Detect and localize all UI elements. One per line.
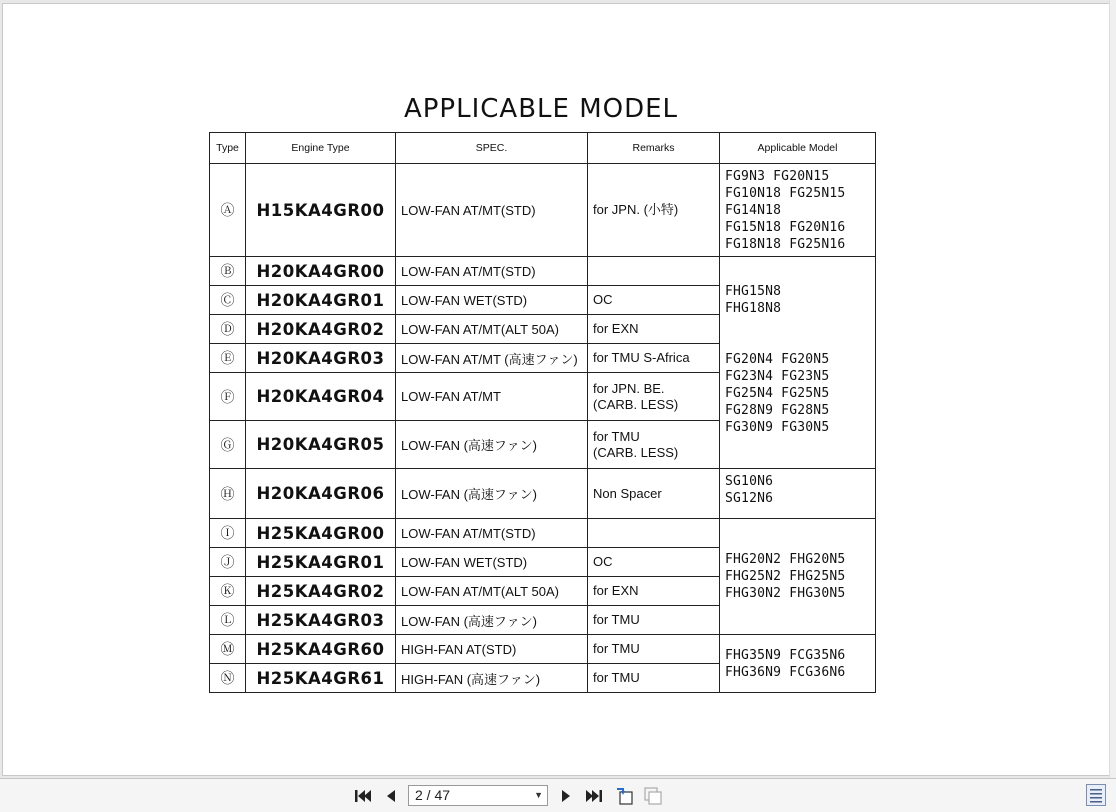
spec-cell: LOW-FAN AT/MT(STD) [396, 519, 588, 548]
table-row [210, 519, 876, 548]
type-cell: Ⓝ [210, 664, 246, 693]
engine-type-cell: H20KA4GR03 [246, 344, 396, 373]
fit-page-icon[interactable] [642, 785, 664, 807]
type-cell: Ⓖ [210, 421, 246, 469]
engine-type-cell: H25KA4GR61 [246, 664, 396, 693]
type-cell: Ⓕ [210, 373, 246, 421]
applicable-model-cell: FG9N3 FG20N15 FG10N18 FG25N15 FG14N18 FG15N18 FG20N16 FG18N18 FG25N16 [720, 164, 876, 257]
type-cell: Ⓜ [210, 635, 246, 664]
sidebar-toggle-icon[interactable] [1086, 784, 1106, 806]
engine-type-cell: H20KA4GR06 [246, 469, 396, 519]
type-cell: Ⓗ [210, 469, 246, 519]
spec-cell: LOW-FAN AT/MT [396, 373, 588, 421]
remarks-cell: for EXN [588, 577, 720, 606]
remarks-cell [588, 257, 720, 286]
header-spec: SPEC. [396, 133, 588, 164]
type-cell: Ⓓ [210, 315, 246, 344]
chevron-down-icon: ▼ [534, 790, 543, 800]
spec-cell: LOW-FAN AT/MT(ALT 50A) [396, 315, 588, 344]
type-cell: Ⓚ [210, 577, 246, 606]
engine-type-cell: H25KA4GR01 [246, 548, 396, 577]
engine-type-cell: H20KA4GR00 [246, 257, 396, 286]
spec-cell: LOW-FAN (高速ファン) [396, 606, 588, 635]
engine-type-cell: H20KA4GR05 [246, 421, 396, 469]
header-applicable-model: Applicable Model [720, 133, 876, 164]
engine-type-cell: H15KA4GR00 [246, 164, 396, 257]
remarks-cell: for TMU [588, 664, 720, 693]
document-title: APPLICABLE MODEL [403, 94, 679, 124]
applicable-model-cell: FHG35N9 FCG35N6 FHG36N9 FCG36N6 [720, 635, 876, 693]
applicable-model-cell: SG10N6 SG12N6 [720, 469, 876, 519]
applicable-model-cell: FHG20N2 FHG20N5 FHG25N2 FHG25N5 FHG30N2 FHG30N5 [720, 519, 876, 635]
remarks-cell: for TMU [588, 606, 720, 635]
spec-cell: HIGH-FAN AT(STD) [396, 635, 588, 664]
applicable-model-table [209, 132, 876, 693]
last-page-icon[interactable] [583, 785, 605, 807]
table-row [210, 164, 876, 257]
remarks-cell: for JPN. (小特) [588, 164, 720, 257]
table-row [210, 257, 876, 286]
header-type: Type [210, 133, 246, 164]
spec-cell: LOW-FAN AT/MT (高速ファン) [396, 344, 588, 373]
engine-type-cell: H25KA4GR00 [246, 519, 396, 548]
table-row [210, 469, 876, 519]
engine-type-cell: H25KA4GR02 [246, 577, 396, 606]
engine-type-cell: H25KA4GR03 [246, 606, 396, 635]
remarks-cell: Non Spacer [588, 469, 720, 519]
engine-type-cell: H25KA4GR60 [246, 635, 396, 664]
document-page [3, 4, 1110, 775]
engine-type-cell: H20KA4GR02 [246, 315, 396, 344]
remarks-cell: for JPN. BE. (CARB. LESS) [588, 373, 720, 421]
remarks-cell: OC [588, 548, 720, 577]
engine-type-cell: H20KA4GR04 [246, 373, 396, 421]
table-row [210, 635, 876, 664]
remarks-cell: OC [588, 286, 720, 315]
type-cell: Ⓔ [210, 344, 246, 373]
spec-cell: LOW-FAN WET(STD) [396, 548, 588, 577]
page-indicator: 2 / 47 [415, 787, 451, 803]
page-number-select[interactable] [408, 785, 548, 806]
first-page-icon[interactable] [352, 785, 374, 807]
viewer-toolbar [0, 778, 1116, 812]
next-page-icon[interactable] [555, 785, 577, 807]
previous-page-icon[interactable] [380, 785, 402, 807]
type-cell: Ⓑ [210, 257, 246, 286]
type-cell: Ⓙ [210, 548, 246, 577]
spec-cell: LOW-FAN AT/MT(STD) [396, 164, 588, 257]
spec-cell: LOW-FAN (高速ファン) [396, 469, 588, 519]
header-remarks: Remarks [588, 133, 720, 164]
type-cell: Ⓛ [210, 606, 246, 635]
spec-cell: LOW-FAN (高速ファン) [396, 421, 588, 469]
spec-cell: LOW-FAN WET(STD) [396, 286, 588, 315]
type-cell: Ⓒ [210, 286, 246, 315]
remarks-cell: for EXN [588, 315, 720, 344]
header-engine-type: Engine Type [246, 133, 396, 164]
vertical-scrollbar[interactable] [1109, 0, 1116, 778]
remarks-cell: for TMU S-Africa [588, 344, 720, 373]
spec-cell: LOW-FAN AT/MT(ALT 50A) [396, 577, 588, 606]
remarks-cell [588, 519, 720, 548]
engine-type-cell: H20KA4GR01 [246, 286, 396, 315]
rotate-icon[interactable] [613, 785, 635, 807]
spec-cell: LOW-FAN AT/MT(STD) [396, 257, 588, 286]
remarks-cell: for TMU (CARB. LESS) [588, 421, 720, 469]
applicable-model-cell: FHG15N8 FHG18N8 FG20N4 FG20N5 FG23N4 FG23N5 FG25N4 FG25N5 FG28N9 FG28N5 FG30N9 FG30N5 [720, 257, 876, 469]
type-cell: Ⓐ [210, 164, 246, 257]
remarks-cell: for TMU [588, 635, 720, 664]
type-cell: Ⓘ [210, 519, 246, 548]
spec-cell: HIGH-FAN (高速ファン) [396, 664, 588, 693]
